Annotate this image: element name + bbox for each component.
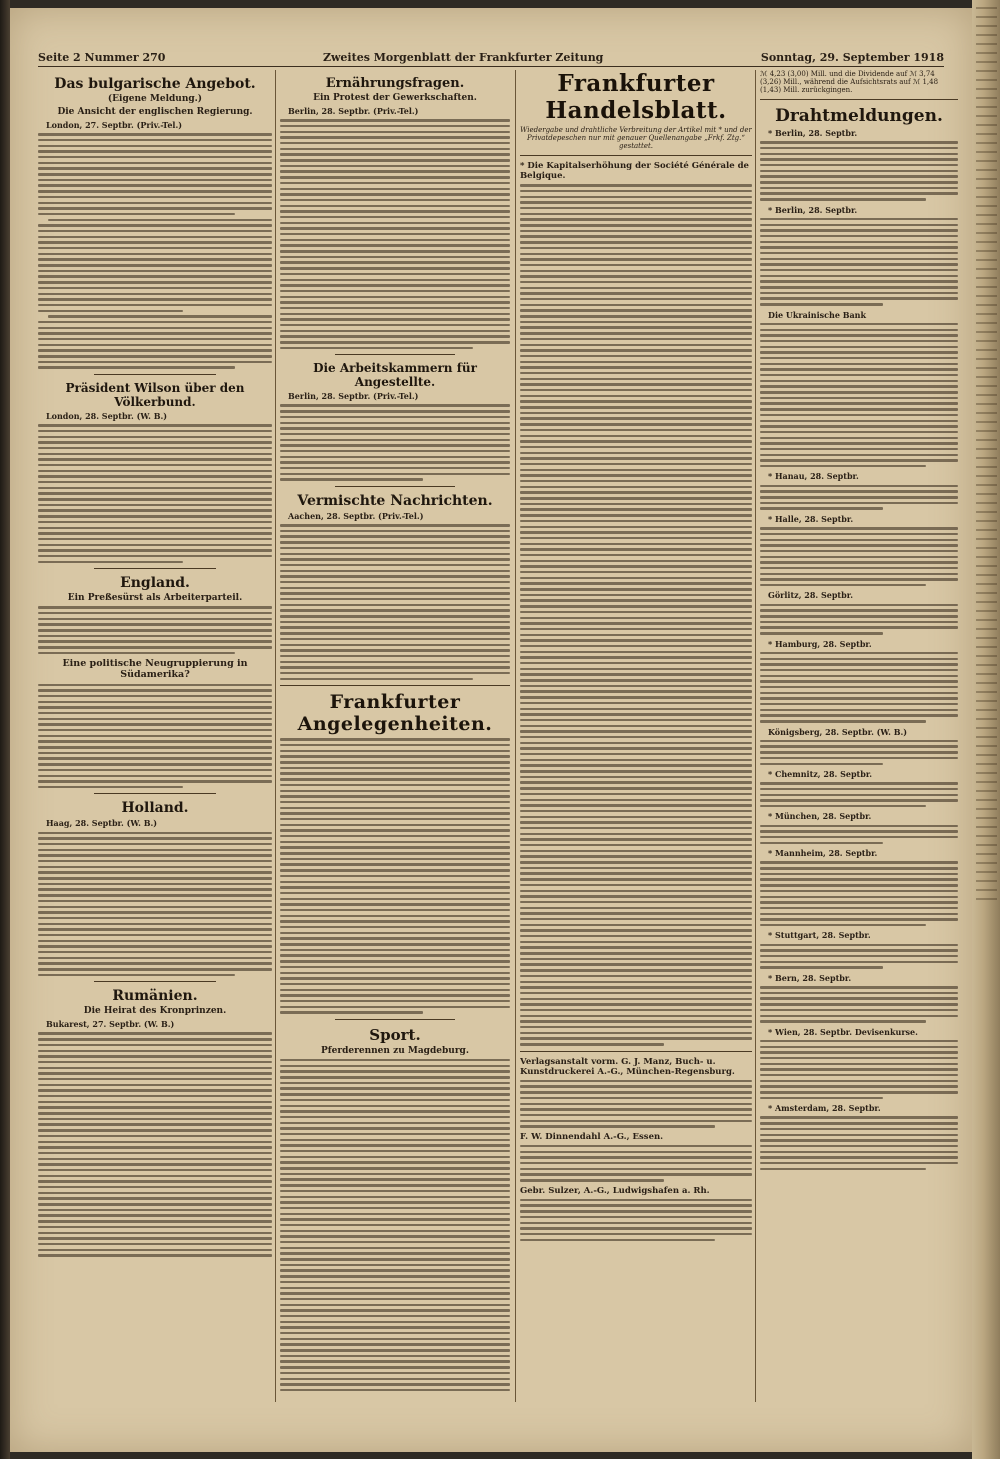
news-item-body	[760, 527, 958, 586]
adjacent-page-edge	[972, 0, 1000, 1459]
divider	[520, 155, 752, 156]
article-dateline: Berlin, 28. Septbr. (Priv.-Tel.)	[288, 391, 419, 402]
article-body	[280, 119, 510, 349]
article-section: Die Ansicht der englischen Regierung.	[57, 107, 253, 117]
article-body	[38, 1032, 272, 1256]
news-item-body	[760, 986, 958, 1023]
divider	[94, 374, 216, 375]
news-item-body	[760, 740, 958, 765]
column-rule	[275, 70, 276, 1402]
divider	[520, 1051, 752, 1052]
news-item-lead: Königsberg, 28. Septbr. (W. B.)	[768, 726, 908, 737]
article-dateline: Berlin, 28. Septbr. (Priv.-Tel.)	[288, 106, 419, 116]
news-item-body	[760, 944, 958, 969]
news-item-body	[760, 604, 958, 635]
article-dateline: Aachen, 28. Septbr. (Priv.-Tel.)	[288, 510, 424, 521]
article-body	[38, 606, 272, 654]
news-item-lead: * Berlin, 28. Septbr.	[768, 128, 858, 138]
divider	[94, 793, 216, 794]
article-title: Holland.	[121, 800, 189, 817]
article-subtitle: Ein Protest der Gewerkschaften.	[313, 93, 477, 103]
article-subtitle: Pferderennen zu Magdeburg.	[321, 1045, 469, 1056]
article-body	[520, 1080, 752, 1128]
article-title: * Die Kapitalserhöhung der Société Générale de Belgique.	[520, 161, 749, 181]
news-item-lead: * Chemnitz, 28. Septbr.	[768, 768, 873, 779]
section-title: Frankfurter Angelegenheiten.	[297, 691, 493, 736]
news-item-body	[760, 323, 958, 468]
carryover-note: ℳ 4,23 (3,00) Mill. und die Dividende auf ℳ 3,74 (3,26) Mill., während die Aufsichtsrats auf ℳ 1,48 (1,43) Mill. zurückgingen.	[760, 70, 939, 94]
masthead-note: Wiedergabe und drahtliche Verbreitung der Artikel mit * und der Privatdepeschen nur mit genauer Quellenangabe „Frkf. Ztg.“ gestattet.	[520, 126, 752, 150]
article-body	[280, 1059, 510, 1391]
divider	[335, 486, 455, 487]
news-item-lead: * Bern, 28. Septbr.	[768, 972, 852, 983]
article-body	[280, 524, 510, 680]
article-dateline: London, 27. Septbr. (Priv.-Tel.)	[46, 120, 183, 130]
news-item-lead: * München, 28. Septbr.	[768, 811, 872, 822]
article-body	[280, 738, 510, 1013]
newspaper-page	[10, 8, 972, 1452]
news-item-lead: * Stuttgart, 28. Septbr.	[768, 930, 871, 941]
news-item-body	[760, 861, 958, 926]
article-subtitle: Ein Preßesürst als Arbeiterparteil.	[67, 593, 243, 604]
article-body	[38, 684, 272, 789]
news-item-body	[760, 1116, 958, 1170]
article-title: Eine politische Neugruppierung in Südamerika?	[62, 658, 248, 681]
news-item-body	[760, 485, 958, 510]
news-item-body	[760, 1040, 958, 1099]
news-item-lead: * Halle, 28. Septbr.	[768, 513, 854, 524]
article-title: Gebr. Sulzer, A.-G., Ludwigshafen a. Rh.	[520, 1185, 710, 1196]
article-dateline: Haag, 28. Septbr. (W. B.)	[46, 818, 158, 829]
article-body	[38, 832, 272, 977]
article-title: Verlagsanstalt vorm. G. J. Manz, Buch- u. Kunstdruckerei A.-G., München-Regensburg.	[520, 1056, 735, 1077]
article-title: F. W. Dinnendahl A.-G., Essen.	[520, 1131, 664, 1142]
article-title: Vermischte Nachrichten.	[297, 492, 493, 509]
column-1	[38, 70, 272, 1402]
article-body	[520, 184, 752, 1045]
news-item-body	[760, 782, 958, 807]
binding-edge	[0, 0, 10, 1459]
article-body	[38, 133, 272, 369]
divider	[94, 981, 216, 982]
article-body	[520, 1145, 752, 1182]
header-newspaper-title: Zweites Morgenblatt der Frankfurter Zeitung	[322, 50, 604, 64]
article-subtitle: (Eigene Meldung.)	[107, 94, 203, 104]
column-3	[520, 70, 752, 1402]
news-item-lead: Görlitz, 28. Septbr.	[768, 590, 853, 601]
divider	[335, 354, 455, 355]
article-title: Rumänien.	[112, 988, 198, 1005]
news-item-lead: * Amsterdam, 28. Septbr.	[768, 1103, 881, 1114]
news-item-lead: Die Ukrainische Bank	[768, 309, 867, 320]
column-2	[280, 70, 510, 1402]
divider	[335, 1019, 455, 1020]
article-title: Sport.	[369, 1025, 421, 1044]
article-dateline: London, 28. Septbr. (W. B.)	[46, 410, 168, 421]
divider	[94, 568, 216, 569]
section-title: Drahtmeldungen.	[775, 106, 943, 126]
article-subtitle: Die Heirat des Kronprinzen.	[83, 1006, 227, 1017]
article-body	[280, 404, 510, 480]
column-rule	[755, 70, 756, 1402]
news-item-lead: * Hamburg, 28. Septbr.	[768, 638, 872, 649]
news-item-lead: * Mannheim, 28. Septbr.	[768, 848, 878, 859]
news-item-lead: * Wien, 28. Septbr. Devisenkurse.	[768, 1026, 918, 1037]
news-item-lead: * Hanau, 28. Septbr.	[768, 471, 859, 482]
header-date: Sonntag, 29. September 1918	[760, 50, 944, 64]
masthead-handelsblatt: Frankfurter Handelsblatt.	[545, 70, 727, 124]
news-item-body	[760, 218, 958, 306]
article-dateline: Bukarest, 27. Septbr. (W. B.)	[46, 1019, 175, 1030]
divider	[280, 685, 510, 686]
header-page-number: Seite 2 Nummer 270	[38, 50, 166, 64]
news-item-lead: * Berlin, 28. Septbr.	[768, 204, 858, 215]
article-title: England.	[120, 575, 190, 592]
column-rule	[515, 70, 516, 1402]
article-title: Die Arbeitskammern für Angestellte.	[313, 361, 477, 390]
news-item-body	[760, 141, 958, 200]
news-item-body	[760, 652, 958, 723]
page-header	[38, 48, 944, 67]
divider	[760, 99, 958, 100]
article-title: Das bulgarische Angebot.	[54, 76, 256, 92]
column-4	[760, 70, 958, 1402]
news-item-body	[760, 825, 958, 844]
article-title: Präsident Wilson über den Völkerbund.	[65, 380, 245, 409]
article-body	[38, 424, 272, 563]
article-title: Ernährungsfragen.	[325, 76, 465, 91]
article-body	[520, 1199, 752, 1241]
